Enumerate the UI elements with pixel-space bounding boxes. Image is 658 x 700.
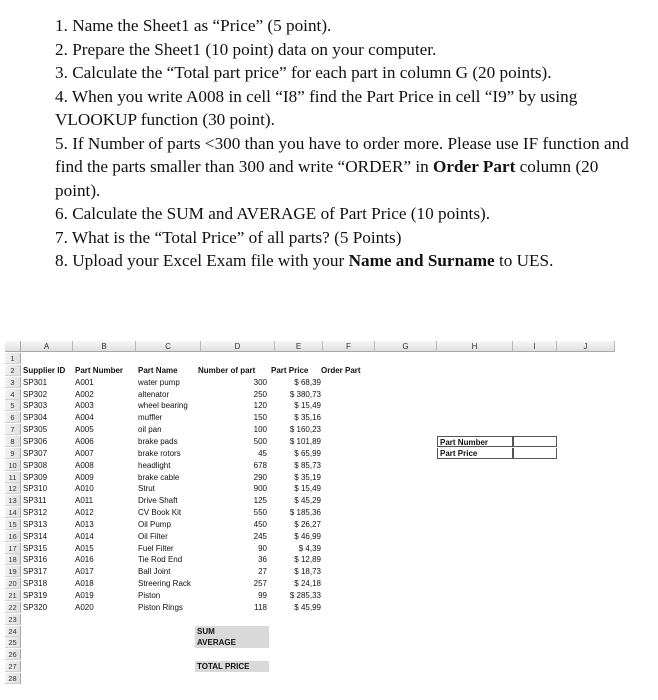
- part-price-cell[interactable]: $ 15,49: [294, 484, 321, 494]
- supplier-id-cell[interactable]: SP304: [23, 413, 48, 423]
- row-header[interactable]: 25: [5, 637, 21, 648]
- part-number-cell[interactable]: A006: [75, 436, 94, 446]
- part-price-cell[interactable]: $ 12,89: [294, 555, 321, 565]
- instruction-text: 1. Name the Sheet1 as “Price” (5 point).: [55, 16, 332, 35]
- supplier-id-cell[interactable]: SP302: [23, 389, 48, 399]
- column-header-a[interactable]: A: [21, 341, 73, 352]
- part-price-cell[interactable]: $ 160,23: [289, 425, 321, 435]
- select-all-corner[interactable]: [5, 341, 21, 352]
- sheet-row: [5, 614, 615, 625]
- sheet-row: [5, 472, 615, 483]
- row-header[interactable]: 10: [5, 460, 21, 471]
- instruction-item: [55, 61, 645, 85]
- sum-label[interactable]: SUM: [195, 626, 269, 637]
- column-header-j[interactable]: J: [557, 341, 615, 352]
- instruction-text: 7. What is the “Total Price” of all parts? (5 Points): [55, 227, 402, 247]
- row-header[interactable]: 2: [5, 365, 21, 376]
- part-number-cell[interactable]: A007: [75, 448, 94, 458]
- number-of-part-cell[interactable]: 90: [258, 543, 267, 553]
- sheet-row: [5, 578, 615, 589]
- part-price-cell[interactable]: $ 46,99: [294, 531, 321, 541]
- part-number-cell[interactable]: A004: [75, 413, 94, 423]
- row-header[interactable]: 15: [5, 519, 21, 530]
- column-header-c[interactable]: C: [136, 341, 201, 352]
- supplier-id-cell[interactable]: SP307: [23, 448, 48, 458]
- column-header-d[interactable]: D: [201, 341, 275, 352]
- row-header[interactable]: 23: [5, 614, 21, 625]
- number-of-part-cell[interactable]: 500: [253, 436, 267, 446]
- sheet-row: [5, 365, 615, 376]
- supplier-id-cell[interactable]: SP315: [23, 543, 48, 553]
- number-of-part-cell[interactable]: 45: [258, 448, 267, 458]
- lookup-part-number-input[interactable]: [513, 436, 557, 447]
- part-number-cell[interactable]: A014: [75, 531, 94, 541]
- supplier-id-cell[interactable]: SP305: [23, 425, 48, 435]
- part-name-cell[interactable]: brake rotors: [138, 448, 181, 458]
- bold-text: Order Part: [433, 157, 516, 176]
- row-header[interactable]: 7: [5, 424, 21, 435]
- instructions-list: [55, 14, 645, 273]
- sheet-row: [5, 637, 615, 648]
- row-header[interactable]: 12: [5, 483, 21, 494]
- instruction-item: [55, 85, 645, 132]
- number-of-part-cell[interactable]: 99: [258, 591, 267, 600]
- sheet-row: [5, 448, 615, 459]
- row-header[interactable]: 20: [5, 578, 21, 589]
- number-of-part-cell[interactable]: 27: [258, 567, 267, 577]
- instruction-item: [55, 38, 645, 62]
- row-header[interactable]: 17: [5, 543, 21, 554]
- instruction-text: 5. If Number of parts <300 than you have to order more. Please use IF function and find the parts smaller than 300 and write “ORDER” in: [55, 133, 629, 176]
- part-number-cell[interactable]: A003: [75, 401, 94, 411]
- number-of-part-cell[interactable]: 900: [253, 484, 267, 494]
- row-header[interactable]: 9: [5, 448, 21, 459]
- part-price-cell[interactable]: $ 101,89: [289, 436, 321, 446]
- part-name-cell[interactable]: Tie Rod End: [138, 555, 183, 565]
- sheet-row: [5, 436, 615, 447]
- sheet-row: [5, 495, 615, 506]
- row-header[interactable]: 8: [5, 436, 21, 447]
- part-number-cell[interactable]: A002: [75, 389, 94, 399]
- sheet-row: [5, 400, 615, 411]
- sheet-row: [5, 661, 615, 672]
- part-price-cell[interactable]: $ 65,99: [294, 448, 321, 458]
- part-price-cell[interactable]: $ 185,36: [289, 508, 321, 518]
- column-header-h[interactable]: H: [437, 341, 513, 352]
- part-price-cell[interactable]: $ 68,39: [294, 377, 321, 387]
- instruction-item: [55, 132, 645, 203]
- supplier-id-cell[interactable]: SP319: [23, 591, 48, 600]
- part-name-cell[interactable]: Ball Joint: [138, 567, 171, 577]
- row-header[interactable]: 11: [5, 472, 21, 483]
- sheet-row: [5, 566, 615, 577]
- sheet-row: [5, 389, 615, 400]
- column-header-e[interactable]: E: [275, 341, 323, 352]
- part-name-cell[interactable]: CV Book Kit: [138, 508, 182, 518]
- part-name-cell[interactable]: Fuel Filter: [138, 543, 174, 553]
- number-of-part-cell[interactable]: 100: [253, 425, 267, 435]
- part-name-cell[interactable]: headlight: [138, 460, 171, 470]
- row-header[interactable]: 5: [5, 400, 21, 411]
- part-price-cell[interactable]: $ 85,73: [294, 460, 321, 470]
- part-name-cell[interactable]: Strut: [138, 484, 155, 494]
- column-header-b[interactable]: B: [73, 341, 136, 352]
- part-price-cell[interactable]: $ 35,19: [294, 472, 321, 482]
- part-number-cell[interactable]: A009: [75, 472, 94, 482]
- number-of-part-cell[interactable]: 150: [253, 413, 267, 423]
- part-price-cell[interactable]: $ 24,18: [294, 579, 321, 589]
- sheet-row: [5, 543, 615, 554]
- row-header[interactable]: 1: [5, 353, 21, 364]
- instruction-text: to UES.: [494, 251, 554, 270]
- supplier-id-cell[interactable]: SP316: [23, 555, 48, 565]
- supplier-id-cell[interactable]: SP313: [23, 519, 48, 529]
- lookup-part-price-label[interactable]: Part Price: [437, 448, 513, 459]
- number-of-part-cell[interactable]: 550: [253, 508, 267, 518]
- number-of-part-cell[interactable]: 450: [253, 519, 267, 529]
- part-name-cell[interactable]: brake pads: [138, 436, 178, 446]
- part-price-cell[interactable]: $ 18,73: [294, 567, 321, 577]
- number-of-part-cell[interactable]: 118: [254, 602, 267, 612]
- row-header[interactable]: 19: [5, 566, 21, 577]
- row-header[interactable]: 21: [5, 590, 21, 601]
- instruction-item: [55, 226, 645, 250]
- row-header[interactable]: 26: [5, 649, 21, 660]
- row-header[interactable]: 28: [5, 673, 21, 684]
- supplier-id-cell[interactable]: SP317: [23, 567, 48, 577]
- header-number-of-part[interactable]: Number of part: [198, 365, 256, 375]
- part-number-cell[interactable]: A008: [75, 460, 94, 470]
- part-name-cell[interactable]: Drive Shaft: [138, 496, 178, 506]
- part-price-cell[interactable]: $ 15,49: [294, 401, 321, 411]
- number-of-part-cell[interactable]: 125: [253, 496, 267, 506]
- column-header-f[interactable]: F: [323, 341, 375, 352]
- part-number-cell[interactable]: A020: [75, 602, 94, 612]
- sheet-row: [5, 412, 615, 423]
- sheet-row: [5, 649, 615, 660]
- part-name-cell[interactable]: Oil Pump: [138, 519, 171, 529]
- supplier-id-cell[interactable]: SP311: [23, 496, 47, 506]
- sheet-row: [5, 626, 615, 637]
- part-name-cell[interactable]: oil pan: [138, 425, 162, 435]
- supplier-id-cell[interactable]: SP306: [23, 436, 48, 446]
- instruction-text: 4. When you write A008 in cell “I8” find the Part Price in cell “I9” by using VLOOKUP function (30 point).: [55, 86, 578, 129]
- row-header[interactable]: 18: [5, 554, 21, 565]
- average-label[interactable]: AVERAGE: [195, 637, 269, 648]
- row-header[interactable]: 4: [5, 389, 21, 400]
- row-header[interactable]: 3: [5, 377, 21, 388]
- part-name-cell[interactable]: water pump: [138, 377, 180, 387]
- header-order-part[interactable]: Order Part: [321, 365, 361, 375]
- sheet-row: [5, 507, 615, 518]
- part-number-cell[interactable]: A013: [75, 519, 94, 529]
- sheet-row: [5, 353, 615, 364]
- part-name-cell[interactable]: wheel bearing: [138, 401, 188, 411]
- supplier-id-cell[interactable]: SP303: [23, 401, 48, 411]
- instruction-text: column (20 point).: [55, 157, 599, 200]
- sheet-row: [5, 460, 615, 471]
- bold-text: Name and Surname: [348, 251, 495, 270]
- supplier-id-cell[interactable]: SP309: [23, 472, 48, 482]
- instruction-item: [55, 14, 645, 38]
- row-header[interactable]: 24: [5, 626, 21, 637]
- number-of-part-cell[interactable]: 36: [258, 555, 267, 565]
- sheet-row: [5, 424, 615, 435]
- total-price-label[interactable]: TOTAL PRICE: [195, 661, 269, 672]
- sheet-row: [5, 377, 615, 388]
- part-name-cell[interactable]: Streering Rack: [138, 579, 191, 589]
- part-price-cell[interactable]: $ 4,39: [298, 543, 321, 553]
- part-number-cell[interactable]: A019: [75, 591, 94, 600]
- supplier-id-cell[interactable]: SP312: [23, 508, 48, 518]
- sheet-row: [5, 602, 615, 613]
- number-of-part-cell[interactable]: 245: [253, 531, 267, 541]
- part-name-cell[interactable]: Piston Rings: [138, 602, 183, 612]
- part-name-cell[interactable]: Oil Filter: [138, 531, 168, 541]
- part-number-cell[interactable]: A015: [75, 543, 94, 553]
- number-of-part-cell[interactable]: 300: [253, 377, 267, 387]
- row-header[interactable]: 14: [5, 507, 21, 518]
- instruction-text: 2. Prepare the Sheet1 (10 point) data on your computer.: [55, 39, 437, 59]
- part-number-cell[interactable]: A010: [75, 484, 94, 494]
- supplier-id-cell[interactable]: SP318: [23, 579, 48, 589]
- part-number-cell[interactable]: A016: [75, 555, 94, 565]
- sheet-row: [5, 554, 615, 565]
- row-header[interactable]: 22: [5, 602, 21, 613]
- part-price-cell[interactable]: $ 26,27: [294, 519, 321, 529]
- part-number-cell[interactable]: A011: [75, 496, 94, 506]
- part-number-cell[interactable]: A012: [75, 508, 94, 518]
- number-of-part-cell[interactable]: 120: [253, 401, 267, 411]
- part-name-cell[interactable]: altenator: [138, 389, 170, 399]
- row-header[interactable]: 27: [5, 661, 21, 672]
- lookup-part-price-output[interactable]: [513, 448, 557, 459]
- column-header-g[interactable]: G: [375, 341, 437, 352]
- part-name-cell[interactable]: muffler: [138, 413, 163, 423]
- supplier-id-cell[interactable]: SP308: [23, 460, 48, 470]
- sheet-row: [5, 673, 615, 684]
- number-of-part-cell[interactable]: 257: [253, 579, 267, 589]
- row-header[interactable]: 13: [5, 495, 21, 506]
- row-header[interactable]: 6: [5, 412, 21, 423]
- number-of-part-cell[interactable]: 290: [253, 472, 267, 482]
- number-of-part-cell[interactable]: 250: [253, 389, 267, 399]
- supplier-id-cell[interactable]: SP320: [23, 602, 48, 612]
- part-number-cell[interactable]: A017: [75, 567, 94, 577]
- part-price-cell[interactable]: $ 35,16: [294, 413, 321, 423]
- lookup-part-number-label[interactable]: Part Number: [437, 436, 513, 447]
- instruction-item: [55, 202, 645, 226]
- supplier-id-cell[interactable]: SP314: [23, 531, 48, 541]
- row-header[interactable]: 16: [5, 531, 21, 542]
- sheet-row: [5, 531, 615, 542]
- number-of-part-cell[interactable]: 678: [253, 460, 267, 470]
- header-part-number[interactable]: Part Number: [75, 365, 124, 375]
- part-name-cell[interactable]: brake cable: [138, 472, 180, 482]
- instruction-text: 3. Calculate the “Total part price” for each part in column G (20 points).: [55, 63, 552, 82]
- part-number-cell[interactable]: A005: [75, 425, 94, 435]
- sheet-row: [5, 590, 615, 601]
- part-name-cell[interactable]: Piston: [138, 591, 161, 600]
- header-part-name[interactable]: Part Name: [138, 365, 178, 375]
- header-part-price[interactable]: Part Price: [271, 365, 309, 375]
- instruction-text: 6. Calculate the SUM and AVERAGE of Part Price (10 points).: [55, 204, 491, 223]
- header-supplier-id[interactable]: Supplier ID: [23, 365, 66, 375]
- part-price-cell[interactable]: $ 380,73: [289, 389, 321, 399]
- part-price-cell[interactable]: $ 285,33: [289, 591, 321, 600]
- sheet-row: [5, 519, 615, 530]
- instruction-text: 8. Upload your Excel Exam file with your: [55, 251, 349, 270]
- part-price-cell[interactable]: $ 45,99: [294, 602, 321, 612]
- part-price-cell[interactable]: $ 45,29: [294, 496, 321, 506]
- sheet-row: [5, 483, 615, 494]
- supplier-id-cell[interactable]: SP301: [23, 377, 48, 387]
- supplier-id-cell[interactable]: SP310: [23, 484, 48, 494]
- part-number-cell[interactable]: A001: [75, 377, 94, 387]
- part-number-cell[interactable]: A018: [75, 579, 94, 589]
- column-header-i[interactable]: I: [513, 341, 557, 352]
- instruction-item: [55, 249, 645, 273]
